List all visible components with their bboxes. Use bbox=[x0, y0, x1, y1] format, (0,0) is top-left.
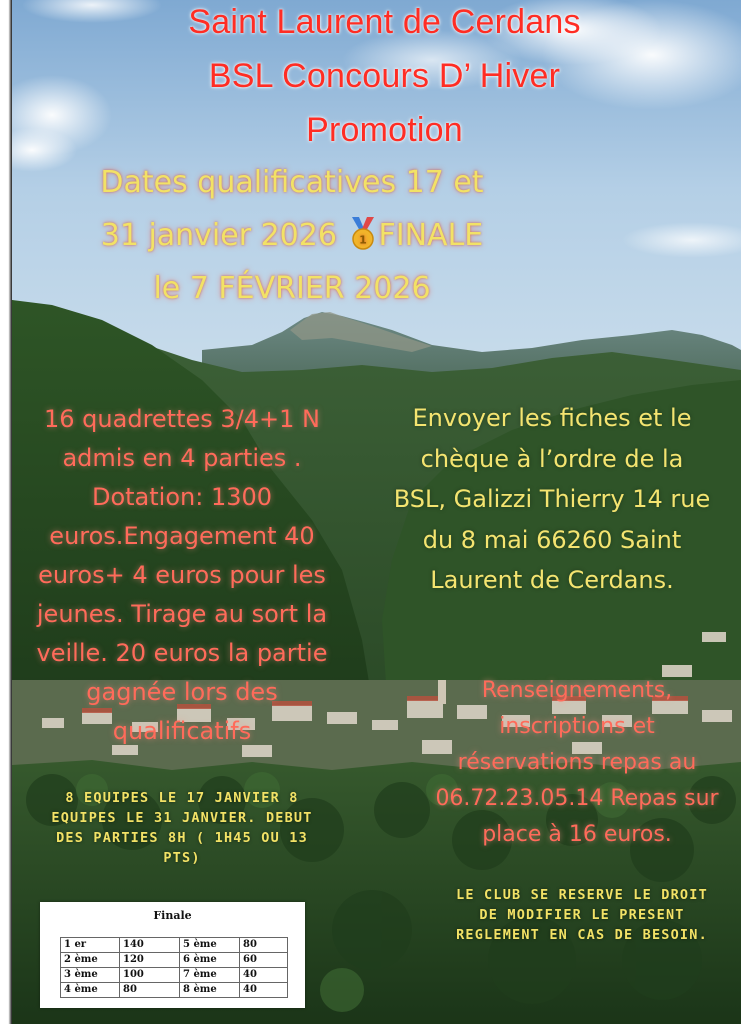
table-row bbox=[61, 938, 288, 953]
page-edge bbox=[0, 0, 12, 1024]
contact-line: Renseignements, bbox=[481, 678, 673, 703]
teams-schedule bbox=[17, 788, 347, 868]
contact-line: place à 16 euros. bbox=[482, 822, 672, 847]
table-row bbox=[61, 968, 288, 983]
points-cell: 40 bbox=[240, 983, 288, 998]
points-cell: 120 bbox=[120, 953, 180, 968]
svg-text:1: 1 bbox=[358, 233, 367, 247]
points-cell: 40 bbox=[240, 968, 288, 983]
contact-line: inscriptions et bbox=[499, 714, 655, 739]
registration-instructions bbox=[372, 398, 732, 601]
disclaimer-line: LE CLUB SE RESERVE LE DROIT bbox=[456, 887, 708, 903]
details-line: gagnée lors des bbox=[86, 678, 278, 706]
contact-information bbox=[427, 673, 727, 853]
prize-table bbox=[60, 937, 288, 998]
instructions-line: du 8 mai 66260 Saint bbox=[422, 525, 682, 554]
poster-title bbox=[12, 0, 741, 157]
qualifying-dates bbox=[27, 156, 557, 315]
schedule-line: EQUIPES LE 31 JANVIER. DEBUT bbox=[51, 810, 313, 826]
points-cell: 140 bbox=[120, 938, 180, 953]
points-cell: 80 bbox=[120, 983, 180, 998]
rank-cell: 2 ème bbox=[61, 953, 120, 968]
title-line-3: Promotion bbox=[306, 111, 463, 149]
details-line: 16 quadrettes 3/4+1 N bbox=[44, 405, 320, 433]
details-line: veille. 20 euros la partie bbox=[36, 639, 328, 667]
disclaimer-line: REGLEMENT EN CAS DE BESOIN. bbox=[456, 927, 708, 943]
rank-cell: 4 ème bbox=[61, 983, 120, 998]
contact-phone: 06.72.23.05.14 Repas sur bbox=[435, 786, 719, 811]
points-cell: 80 bbox=[240, 938, 288, 953]
schedule-line: DES PARTIES 8H ( 1H45 OU 13 bbox=[56, 830, 308, 846]
contact-line: réservations repas au bbox=[457, 750, 697, 775]
details-line: qualificatifs bbox=[112, 717, 252, 745]
dates-line-2-finale: FINALE bbox=[378, 218, 484, 253]
title-line-1: Saint Laurent de Cerdans bbox=[188, 3, 581, 41]
rank-cell: 1 er bbox=[61, 938, 120, 953]
finale-table-title: Finale bbox=[153, 909, 192, 922]
rank-cell: 5 ème bbox=[180, 938, 240, 953]
finale-prize-table bbox=[40, 902, 305, 1008]
schedule-line: PTS) bbox=[163, 850, 201, 866]
disclaimer-line: DE MODIFIER LE PRESENT bbox=[479, 907, 685, 923]
instructions-line: Laurent de Cerdans. bbox=[430, 566, 674, 594]
dates-line-1: Dates qualificatives 17 et bbox=[100, 165, 484, 200]
club-disclaimer bbox=[422, 885, 741, 945]
instructions-line: Envoyer les fiches et le bbox=[412, 404, 692, 432]
details-line: jeunes. Tirage au sort la bbox=[36, 600, 328, 628]
rank-cell: 8 ème bbox=[180, 983, 240, 998]
title-line-2: BSL Concours D’ Hiver bbox=[208, 57, 561, 95]
rank-cell: 3 ème bbox=[61, 968, 120, 983]
details-line: euros+ 4 euros pour les bbox=[38, 561, 326, 589]
dates-line-3: le 7 FÉVRIER 2026 bbox=[153, 271, 431, 306]
instructions-line: chèque à l’ordre de la bbox=[420, 444, 684, 473]
details-line: Dotation: 1300 bbox=[91, 483, 273, 511]
points-cell: 100 bbox=[120, 968, 180, 983]
first-place-medal-icon bbox=[348, 217, 378, 251]
table-row bbox=[61, 983, 288, 998]
rank-cell: 6 ème bbox=[180, 953, 240, 968]
tournament-details bbox=[22, 400, 342, 751]
poster bbox=[12, 0, 741, 1024]
details-line: euros.Engagement 40 bbox=[49, 522, 315, 550]
table-row bbox=[61, 953, 288, 968]
schedule-line: 8 EQUIPES LE 17 JANVIER 8 bbox=[65, 790, 299, 806]
points-cell: 60 bbox=[240, 953, 288, 968]
details-line: admis en 4 parties . bbox=[62, 444, 302, 472]
dates-line-2-start: 31 janvier 2026 bbox=[100, 218, 337, 253]
instructions-line: BSL, Galizzi Thierry 14 rue bbox=[393, 485, 711, 513]
rank-cell: 7 ème bbox=[180, 968, 240, 983]
